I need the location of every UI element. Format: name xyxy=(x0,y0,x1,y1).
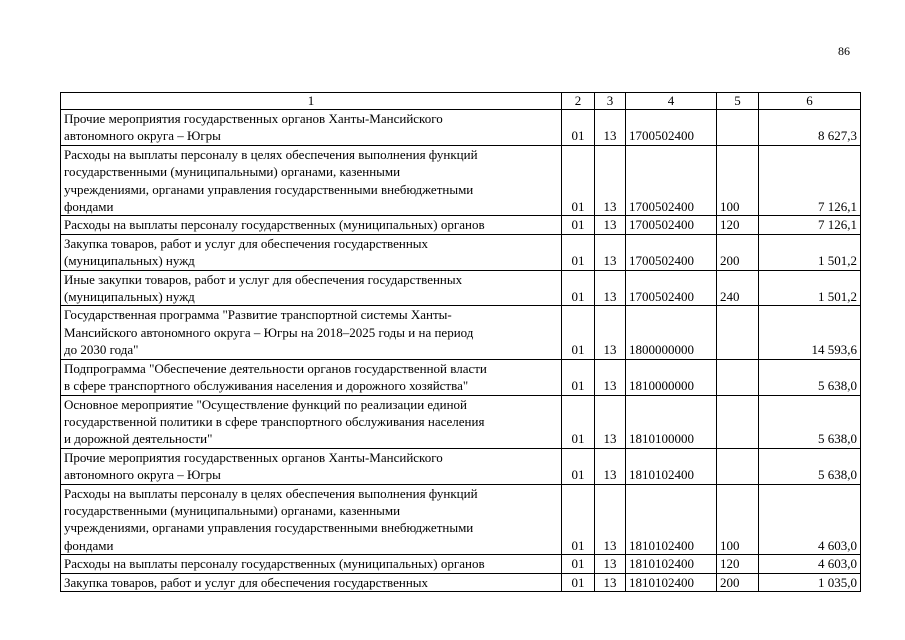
expense-type-code: 100 xyxy=(717,145,759,216)
target-article-code: 1700502400 xyxy=(626,145,717,216)
budget-table xyxy=(60,92,861,592)
amount: 4 603,0 xyxy=(759,484,861,555)
header-cell: 1 xyxy=(61,93,562,110)
header-cell: 6 xyxy=(759,93,861,110)
expense-type-code: 100 xyxy=(717,484,759,555)
description-line: государственными (муниципальными) органами, казенными xyxy=(64,502,401,518)
table-row xyxy=(61,145,861,216)
table-row xyxy=(61,359,861,395)
description-line: и дорожной деятельности" xyxy=(64,431,213,447)
section-code: 01 xyxy=(562,448,595,484)
description-line: учреждениями, органами управления государственными внебюджетными xyxy=(64,181,474,197)
section-code: 01 xyxy=(562,145,595,216)
target-article-code: 1810102400 xyxy=(626,448,717,484)
row-description xyxy=(61,448,562,484)
expense-type-code xyxy=(717,448,759,484)
row-description xyxy=(61,573,562,591)
expense-type-code: 120 xyxy=(717,216,759,234)
row-description xyxy=(61,395,562,448)
target-article-code: 1810102400 xyxy=(626,573,717,591)
subsection-code: 13 xyxy=(595,110,626,146)
description-line: (муниципальных) нужд xyxy=(64,289,195,305)
row-description xyxy=(61,216,562,234)
target-article-code: 1810102400 xyxy=(626,555,717,573)
description-line: Расходы на выплаты персоналу государственных (муниципальных) органов xyxy=(64,217,485,233)
section-code: 01 xyxy=(562,359,595,395)
page-number: 86 xyxy=(838,44,850,58)
table-row xyxy=(61,306,861,359)
subsection-code: 13 xyxy=(595,234,626,270)
table-row xyxy=(61,110,861,146)
amount: 1 501,2 xyxy=(759,234,861,270)
expense-type-code xyxy=(717,110,759,146)
expense-type-code xyxy=(717,359,759,395)
description-line: государственной политики в сфере транспортного обслуживания населения xyxy=(64,413,485,429)
row-description xyxy=(61,234,562,270)
amount: 7 126,1 xyxy=(759,145,861,216)
row-description xyxy=(61,270,562,306)
header-cell: 3 xyxy=(595,93,626,110)
description-line: Прочие мероприятия государственных органов Ханты-Мансийского xyxy=(64,449,443,465)
expense-type-code xyxy=(717,395,759,448)
description-line: Иные закупки товаров, работ и услуг для обеспечения государственных xyxy=(64,271,463,287)
subsection-code: 13 xyxy=(595,484,626,555)
row-description xyxy=(61,110,562,146)
subsection-code: 13 xyxy=(595,555,626,573)
expense-type-code: 240 xyxy=(717,270,759,306)
section-code: 01 xyxy=(562,306,595,359)
table-row xyxy=(61,484,861,555)
expense-type-code: 200 xyxy=(717,573,759,591)
table-row xyxy=(61,448,861,484)
subsection-code: 13 xyxy=(595,359,626,395)
description-line: Подпрограмма "Обеспечение деятельности органов государственной власти xyxy=(64,360,487,376)
description-line: в сфере транспортного обслуживания населения и дорожного хозяйства" xyxy=(64,378,469,394)
table-row xyxy=(61,270,861,306)
description-line: Расходы на выплаты персоналу в целях обеспечения выполнения функций xyxy=(64,485,478,501)
subsection-code: 13 xyxy=(595,270,626,306)
description-line: до 2030 года" xyxy=(64,342,139,358)
target-article-code: 1810100000 xyxy=(626,395,717,448)
section-code: 01 xyxy=(562,270,595,306)
subsection-code: 13 xyxy=(595,448,626,484)
subsection-code: 13 xyxy=(595,145,626,216)
table-header-row xyxy=(61,93,861,110)
subsection-code: 13 xyxy=(595,216,626,234)
section-code: 01 xyxy=(562,216,595,234)
subsection-code: 13 xyxy=(595,306,626,359)
description-line: Государственная программа "Развитие транспортной системы Ханты- xyxy=(64,307,452,323)
target-article-code: 1700502400 xyxy=(626,234,717,270)
row-description xyxy=(61,484,562,555)
table-row xyxy=(61,573,861,591)
table-row xyxy=(61,216,861,234)
section-code: 01 xyxy=(562,555,595,573)
subsection-code: 13 xyxy=(595,395,626,448)
row-description xyxy=(61,359,562,395)
description-line: учреждениями, органами управления государственными внебюджетными xyxy=(64,520,474,536)
description-line: государственными (муниципальными) органами, казенными xyxy=(64,164,401,180)
description-line: Расходы на выплаты персоналу государственных (муниципальных) органов xyxy=(64,556,485,572)
expense-type-code xyxy=(717,306,759,359)
description-line: Закупка товаров, работ и услуг для обеспечения государственных xyxy=(64,235,429,251)
description-line: фондами xyxy=(64,537,114,553)
amount: 5 638,0 xyxy=(759,359,861,395)
table-row xyxy=(61,555,861,573)
amount: 5 638,0 xyxy=(759,448,861,484)
amount: 1 501,2 xyxy=(759,270,861,306)
subsection-code: 13 xyxy=(595,573,626,591)
description-line: Расходы на выплаты персоналу в целях обеспечения выполнения функций xyxy=(64,146,478,162)
section-code: 01 xyxy=(562,484,595,555)
description-line: Основное мероприятие "Осуществление функций по реализации единой xyxy=(64,396,468,412)
description-line: фондами xyxy=(64,199,114,215)
row-description xyxy=(61,555,562,573)
amount: 8 627,3 xyxy=(759,110,861,146)
row-description xyxy=(61,306,562,359)
description-line: (муниципальных) нужд xyxy=(64,253,195,269)
expense-type-code: 200 xyxy=(717,234,759,270)
amount: 4 603,0 xyxy=(759,555,861,573)
header-cell: 4 xyxy=(626,93,717,110)
amount: 1 035,0 xyxy=(759,573,861,591)
amount: 5 638,0 xyxy=(759,395,861,448)
amount: 14 593,6 xyxy=(759,306,861,359)
description-line: Закупка товаров, работ и услуг для обеспечения государственных xyxy=(64,574,429,590)
section-code: 01 xyxy=(562,573,595,591)
description-line: автономного округа – Югры xyxy=(64,467,221,483)
description-line: автономного округа – Югры xyxy=(64,128,221,144)
target-article-code: 1700502400 xyxy=(626,110,717,146)
target-article-code: 1700502400 xyxy=(626,216,717,234)
table-row xyxy=(61,395,861,448)
target-article-code: 1810000000 xyxy=(626,359,717,395)
expense-type-code: 120 xyxy=(717,555,759,573)
section-code: 01 xyxy=(562,110,595,146)
description-line: Прочие мероприятия государственных органов Ханты-Мансийского xyxy=(64,111,443,126)
target-article-code: 1700502400 xyxy=(626,270,717,306)
header-cell: 2 xyxy=(562,93,595,110)
section-code: 01 xyxy=(562,395,595,448)
budget-table-body xyxy=(61,93,861,592)
amount: 7 126,1 xyxy=(759,216,861,234)
header-cell: 5 xyxy=(717,93,759,110)
section-code: 01 xyxy=(562,234,595,270)
description-line: Мансийского автономного округа – Югры на 2018–2025 годы и на период xyxy=(64,324,474,340)
target-article-code: 1800000000 xyxy=(626,306,717,359)
target-article-code: 1810102400 xyxy=(626,484,717,555)
row-description xyxy=(61,145,562,216)
table-row xyxy=(61,234,861,270)
